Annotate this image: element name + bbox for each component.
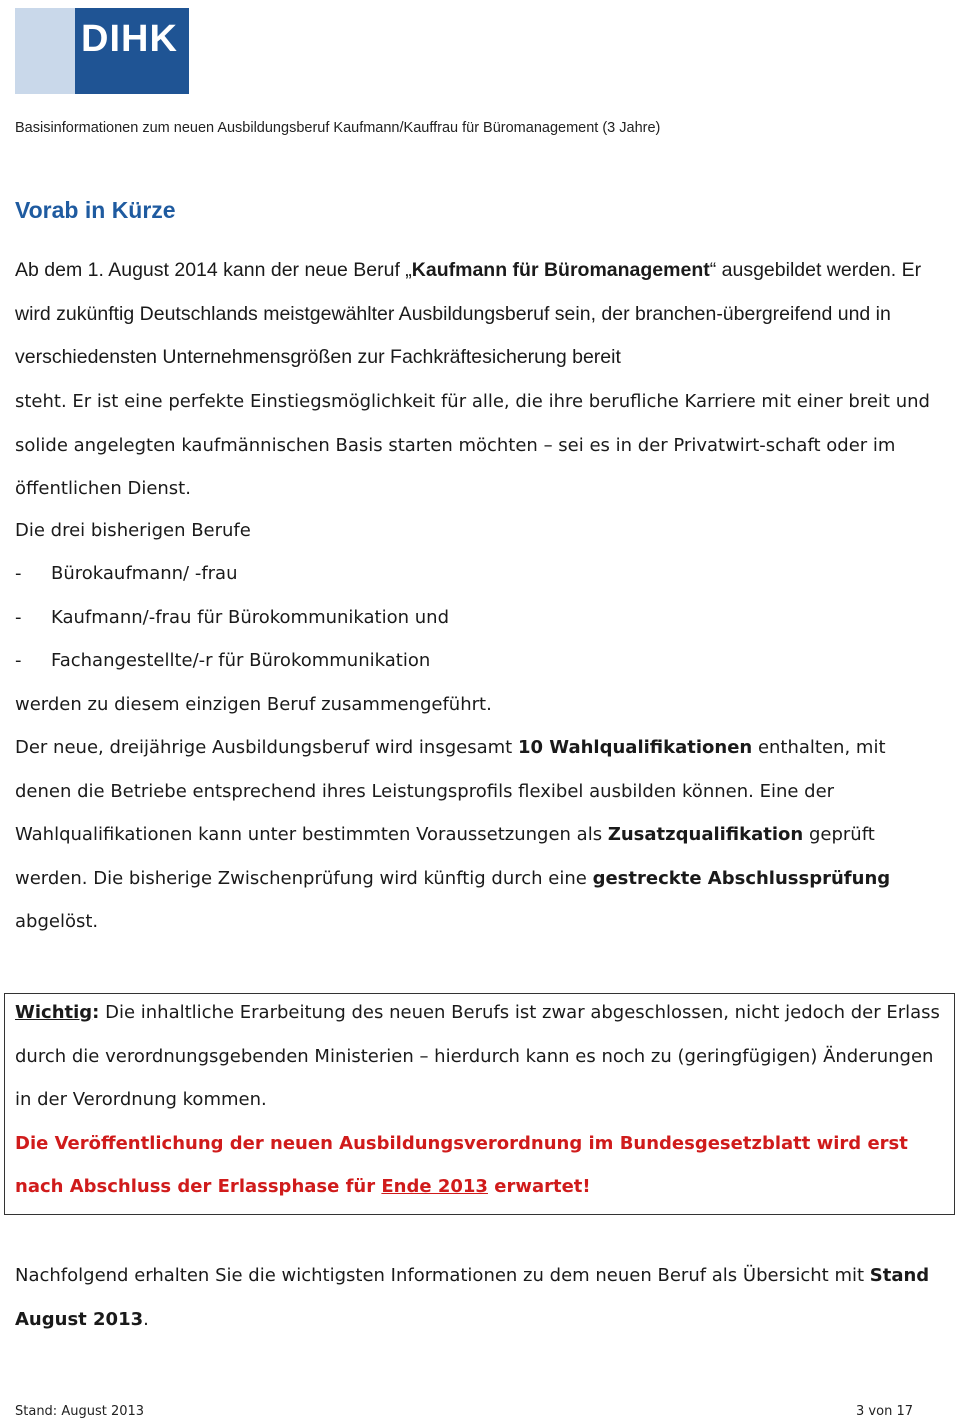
- intro-bold-profession: Kaufmann für Büromanagement: [411, 259, 710, 281]
- list-dash: -: [15, 563, 22, 584]
- header-subtitle: Basisinformationen zum neuen Ausbildungsberuf Kaufmann/Kauffrau für Büromanagement (3 Jahre): [15, 120, 661, 136]
- neue-bold-1: 10 Wahlqualifikationen: [517, 737, 753, 758]
- list-item-text: Bürokaufmann/ -frau: [51, 563, 238, 584]
- list-item: [15, 552, 238, 596]
- important-label: Wichtig: [15, 1002, 93, 1023]
- neue-bold-2: Zusatzqualifikation: [607, 824, 804, 845]
- neue-text-2: enthalten, mit denen die Betriebe entsprechend ihres Leistungsprofils flexibel ausbilden können. Eine der Wahlqualifikationen kann unter bestimmten Voraussetzungen als: [15, 737, 886, 845]
- list-item: [15, 639, 430, 683]
- list-item: [15, 596, 449, 640]
- neue-text-3: geprüft werden. Die bisherige Zwischenprüfung wird künftig durch eine: [15, 824, 875, 889]
- important-notice-box: [4, 993, 955, 1215]
- nach-bold: Stand August 2013: [15, 1265, 930, 1330]
- important-notice-text: [15, 991, 945, 1209]
- intro-paragraph: [15, 249, 940, 380]
- drei-berufe-heading: Die drei bisherigen Berufe: [15, 520, 251, 541]
- neue-beruf-paragraph: [15, 726, 940, 944]
- nachfolgend-paragraph: [15, 1254, 940, 1341]
- intro-text-1: Ab dem 1. August 2014 kann der neue Beruf „: [15, 259, 412, 281]
- neue-text-1: Der neue, dreijährige Ausbildungsberuf wird insgesamt: [15, 737, 518, 758]
- list-item-text: Kaufmann/-frau für Bürokommunikation und: [51, 607, 450, 628]
- neue-text-4: abgelöst.: [15, 911, 99, 932]
- nach-text-1: Nachfolgend erhalten Sie die wichtigsten Informationen zu dem neuen Beruf als Übersicht mit: [15, 1265, 870, 1286]
- intro-text-2: “ ausgebildet werden. Er wird zukünftig Deutschlands meistgewählter Ausbildungsberuf sein, der branchen-übergreifend und in verschiedensten Unternehmensgrößen zur Fachkräftesicherung bereit: [15, 259, 922, 368]
- footer-date: Stand: August 2013: [15, 1404, 145, 1419]
- dihk-logo: [15, 8, 189, 94]
- werden-paragraph: werden zu diesem einzigen Beruf zusammengeführt.: [15, 694, 492, 715]
- logo-text: DIHK: [81, 18, 178, 60]
- list-item-text: Fachangestellte/-r für Bürokommunikation: [51, 650, 431, 671]
- page-heading: Vorab in Kürze: [15, 197, 176, 223]
- important-red-underlined: Ende 2013: [381, 1176, 488, 1197]
- nach-text-2: .: [143, 1308, 149, 1330]
- important-red-text-2: erwartet!: [487, 1176, 591, 1197]
- intro-paragraph-2: steht. Er ist eine perfekte Einstiegsmöglichkeit für alle, die ihre berufliche Karriere mit einer breit und solide angelegten kaufmännischen Basis starten möchten – sei es in der Privatwirt-schaft oder im öffentlichen Dienst.: [15, 391, 930, 499]
- footer-page-number: 3 von 17: [856, 1404, 913, 1419]
- list-dash: -: [15, 650, 22, 671]
- neue-bold-3: gestreckte Abschlussprüfung: [592, 867, 891, 889]
- important-body: Die inhaltliche Erarbeitung des neuen Berufs ist zwar abgeschlossen, nicht jedoch der Erlass durch die verordnungsgebenden Ministerien – hierdurch kann es noch zu (geringfügigen) Änderungen in der Verordnung kommen.: [15, 1002, 940, 1110]
- important-colon: :: [92, 1002, 100, 1023]
- important-red-text-1: Die Veröffentlichung der neuen Ausbildungsverordnung im Bundesgesetzblatt wird erst nach Abschluss der Erlassphase für: [15, 1132, 908, 1197]
- list-dash: -: [15, 607, 22, 628]
